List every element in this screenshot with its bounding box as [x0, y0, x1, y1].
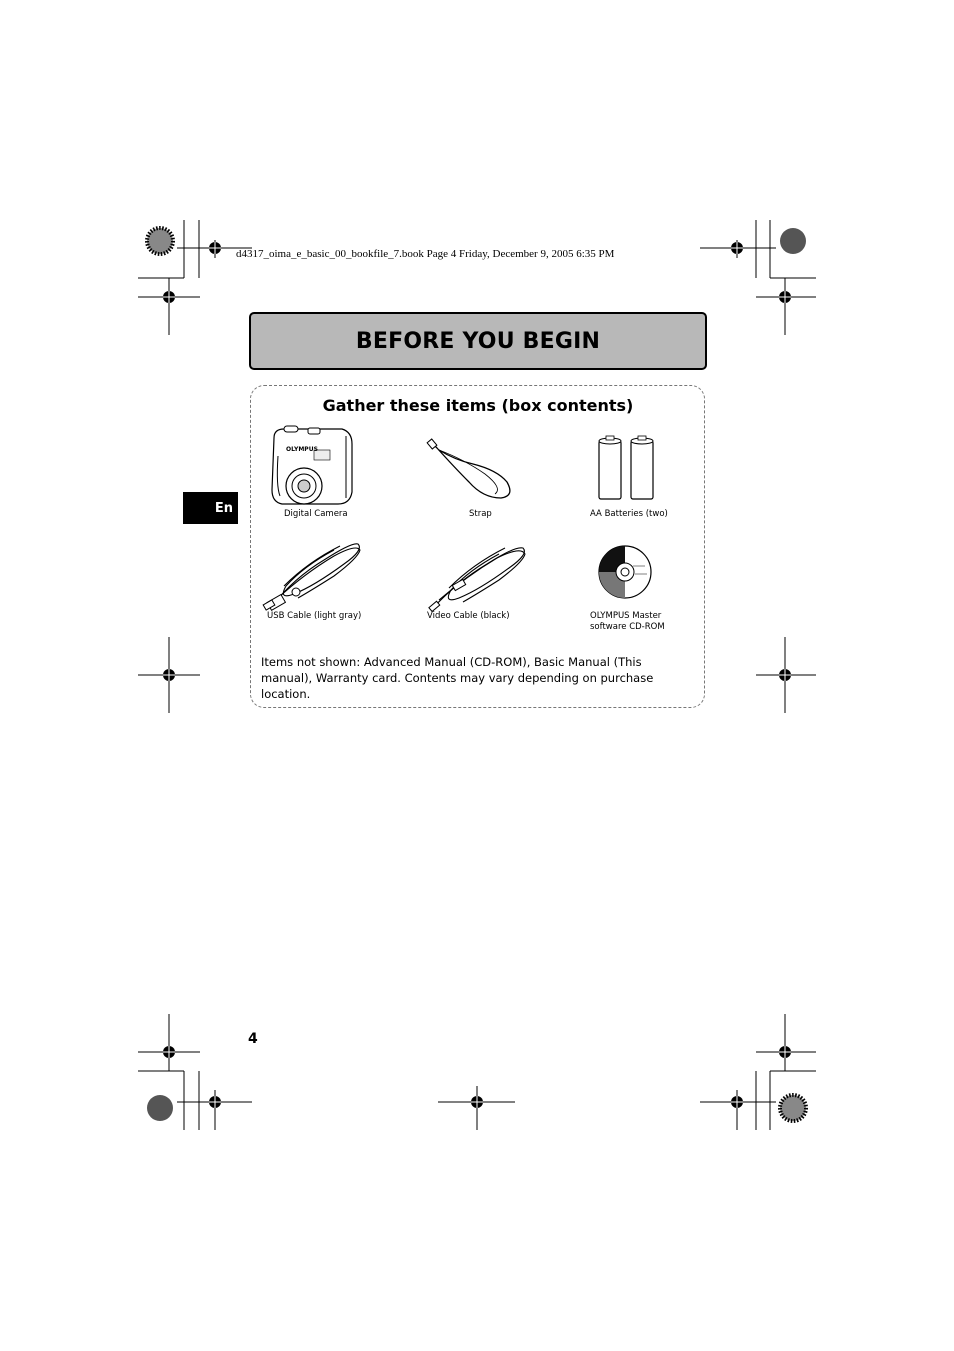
page-number: 4 [248, 1031, 258, 1047]
items-not-shown-note: Items not shown: Advanced Manual (CD-ROM), Basic Manual (This manual), Warranty card. Contents may vary depending on purchase location. [261, 655, 654, 701]
page-title-banner [249, 312, 707, 370]
strap-icon [425, 438, 515, 504]
item-caption: USB Cable (light gray) [267, 611, 362, 621]
language-tab-label: En [214, 500, 233, 516]
language-tab [183, 492, 238, 524]
item-caption: Video Cable (black) [427, 611, 510, 621]
batteries-icon [598, 435, 658, 501]
camera-brand: OLYMPUS [286, 446, 318, 453]
camera-icon [266, 426, 356, 506]
item-caption: software CD-ROM [590, 622, 665, 632]
section-heading: Gather these items (box contents) [322, 396, 634, 415]
cd-rom-icon [597, 544, 653, 600]
usb-cable-icon [264, 538, 364, 612]
print-file-info: d4317_oima_e_basic_00_bookfile_7.book Page 4 Friday, December 9, 2005 6:35 PM [236, 248, 615, 260]
item-caption: Strap [469, 509, 492, 519]
item-caption: AA Batteries (two) [590, 509, 668, 519]
item-caption: Digital Camera [284, 509, 348, 519]
video-cable-icon [427, 542, 531, 616]
page-title: BEFORE YOU BEGIN [355, 328, 601, 354]
item-caption: OLYMPUS Master [590, 611, 662, 621]
